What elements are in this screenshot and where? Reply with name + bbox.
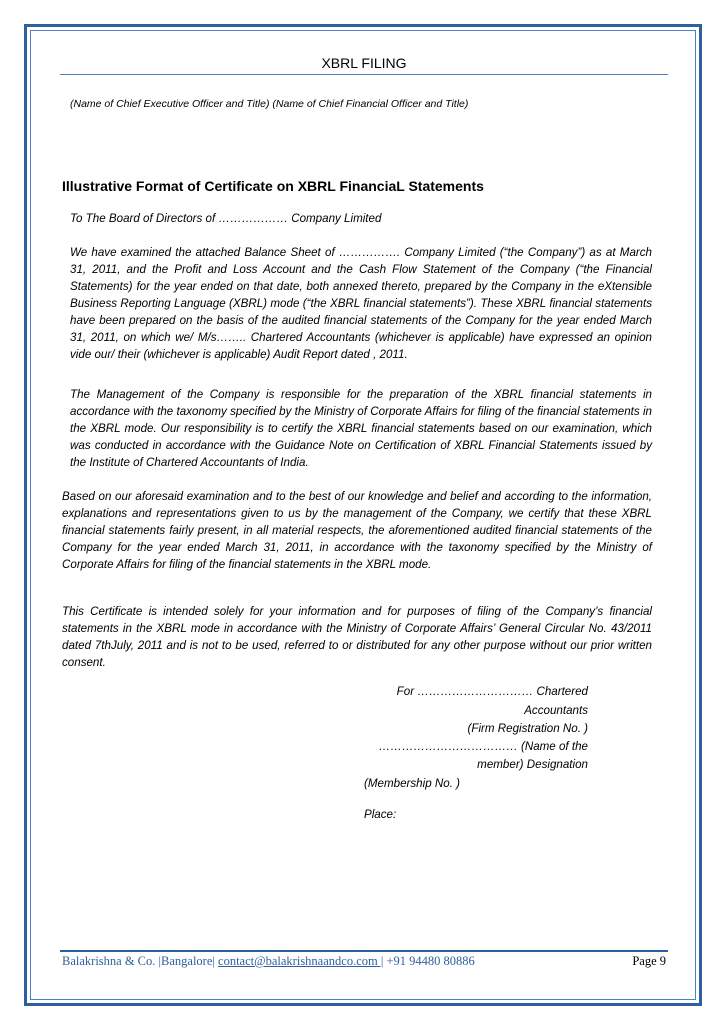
paragraph-purpose: This Certificate is intended solely for your information and for purposes of filing of the Company’s financial statements in the XBRL mode in accordance with the Ministry of Corporate Affairs’ General Circular No. 43/2011 dated 7thJuly, 2011 and is not to be used, referred to or distributed for any other purpose without our prior written consent. bbox=[62, 605, 652, 669]
signature-for-line: For ………………………… Chartered bbox=[396, 685, 588, 698]
header-rule bbox=[60, 74, 668, 75]
signature-place: Place: bbox=[364, 808, 397, 821]
footer-page-number: Page 9 bbox=[632, 954, 666, 968]
paragraph-certification: Based on our aforesaid examination and to the best of our knowledge and belief and according to the information, explanations and representations given to us by the management of the Company, we certify that these XBRL financial statements fairly present, in all material respects, the aforementioned audited financial statements of the Company for the year ended March 31, 2011, in accordance with the taxonomy specified by the Ministry of Corporate Affairs for filing of the financial statements in the XBRL mode. bbox=[62, 490, 652, 571]
signature-firm-registration: (Firm Registration No. ) bbox=[467, 722, 588, 735]
signature-member-designation: member) Designation bbox=[477, 758, 588, 771]
footer-email-link[interactable]: contact@balakrishnaandco.com | bbox=[218, 954, 384, 968]
header-title: XBRL FILING bbox=[321, 55, 407, 71]
footer-phone: +91 94480 80886 bbox=[383, 954, 475, 968]
addressee: To The Board of Directors of ……………… Company Limited bbox=[70, 212, 382, 225]
paragraph-responsibility: The Management of the Company is responsible for the preparation of the XBRL financial statements in accordance with the taxonomy specified by the Ministry of Corporate Affairs for filing of the financial statements in the XBRL mode. Our responsibility is to certify the XBRL financial statements based on our examination, which was conducted in accordance with the Guidance Note on Certification of XBRL Financial Statements issued by the Institute of Chartered Accountants of India. bbox=[70, 388, 652, 469]
signature-accountants: Accountants bbox=[524, 704, 588, 717]
signature-name-line: ……………………………… (Name of the bbox=[378, 740, 588, 753]
footer bbox=[62, 954, 666, 969]
footer-firm: Balakrishna & Co. |Bangalore| bbox=[62, 954, 219, 968]
signatory-note: (Name of Chief Executive Officer and Title) (Name of Chief Financial Officer and Title) bbox=[70, 98, 469, 110]
paragraph-examination: We have examined the attached Balance Sheet of ……………. Company Limited (“the Company”) as at March 31, 2011, and the Profit and Loss Account and the Cash Flow Statement of the Company (“the Financial Statements) for the year ended on that date, both annexed thereto, prepared by the Company in the eXtensible Business Reporting Language (XBRL) mode (“the XBRL financial statements”). These XBRL financial statements have been prepared on the basis of the audited financial statements of the Company for the year ended March 31, 2011, on which we/ M/s…….. Chartered Accountants (whichever is applicable) have expressed an opinion vide our/ their (whichever is applicable) Audit Report dated , 2011. bbox=[70, 246, 652, 361]
certificate-heading: Illustrative Format of Certificate on XBRL FinanciaL Statements bbox=[62, 178, 484, 194]
signature-membership: (Membership No. ) bbox=[364, 777, 460, 790]
footer-rule bbox=[60, 950, 668, 952]
